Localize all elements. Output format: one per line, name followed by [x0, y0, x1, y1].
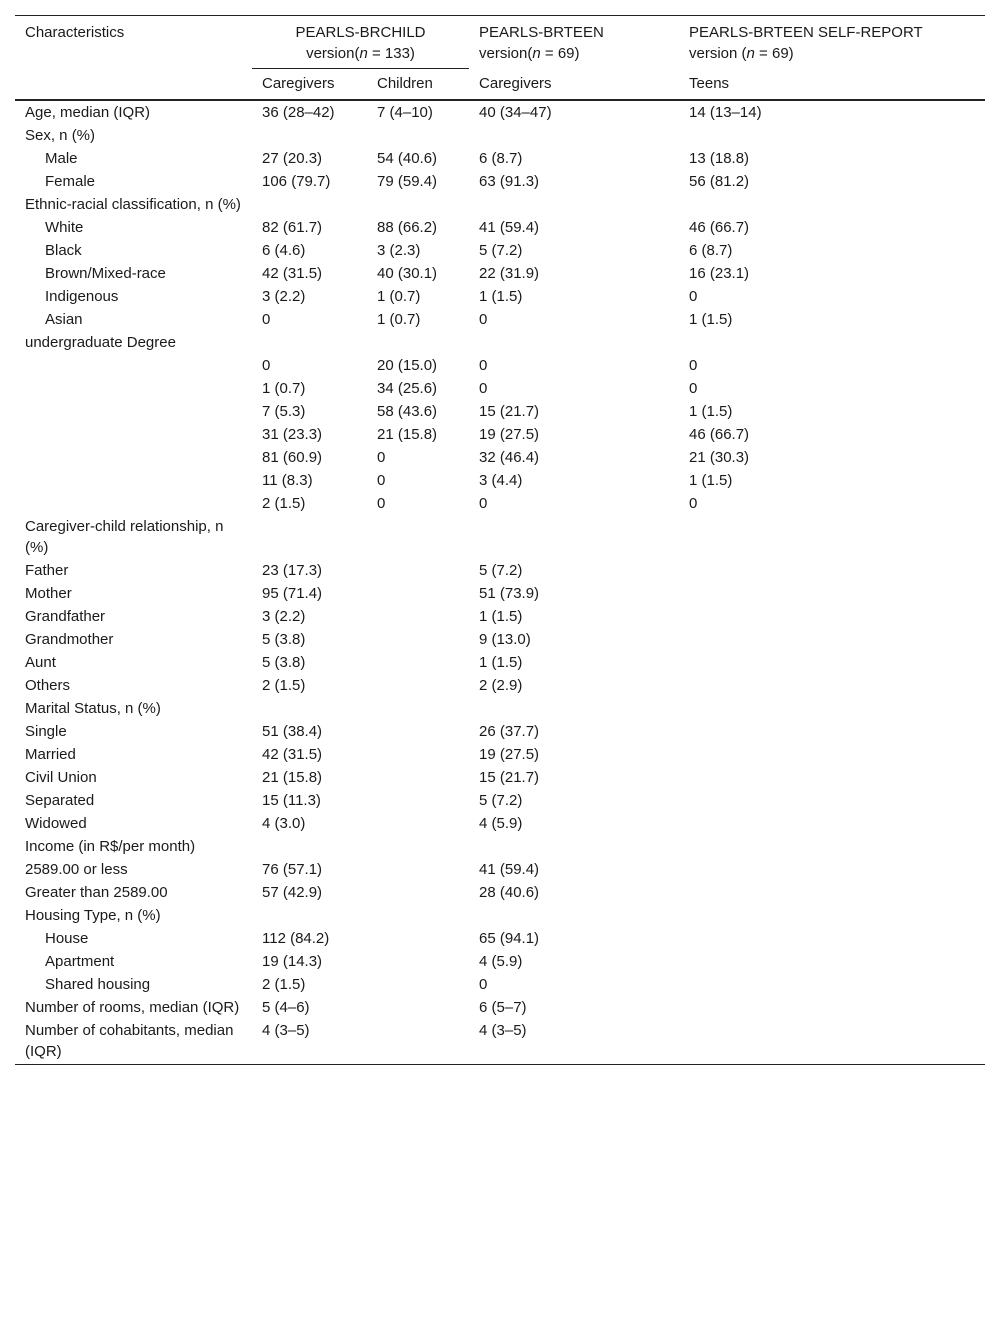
header-sub-caregivers-teen: Caregivers	[469, 69, 679, 101]
row-cell	[367, 559, 469, 582]
row-cell	[367, 789, 469, 812]
header-sub-teens: Teens	[679, 69, 985, 101]
row-cell	[252, 193, 367, 216]
row-cell	[252, 331, 367, 354]
row-cell: 19 (27.5)	[479, 426, 540, 443]
row-cell: 46 (66.7)	[689, 219, 750, 236]
row-cell: 0	[377, 495, 386, 512]
row-cell	[367, 720, 469, 743]
row-cell	[367, 515, 469, 559]
row-cell	[679, 582, 985, 605]
row-cell	[679, 766, 985, 789]
row-cell: 42 (31.5)	[262, 746, 323, 763]
row-cell: 95 (71.4)	[262, 585, 323, 602]
table-row	[15, 835, 985, 858]
row-cell	[367, 331, 469, 354]
table-row	[15, 285, 985, 308]
row-cell: 5 (4–6)	[262, 999, 310, 1016]
row-cell	[679, 331, 985, 354]
table-row	[15, 515, 985, 559]
table-row	[15, 377, 985, 400]
row-cell: 82 (61.7)	[262, 219, 323, 236]
row-label: Sex, n (%)	[25, 127, 96, 144]
row-cell: 41 (59.4)	[479, 219, 540, 236]
table-row	[15, 582, 985, 605]
row-cell	[679, 950, 985, 973]
row-label: Male	[45, 150, 78, 167]
row-label	[15, 377, 252, 400]
row-cell: 88 (66.2)	[377, 219, 438, 236]
row-cell	[367, 812, 469, 835]
row-cell: 19 (14.3)	[262, 953, 323, 970]
row-cell: 28 (40.6)	[479, 884, 540, 901]
row-cell: 4 (5.9)	[479, 815, 523, 832]
row-cell: 57 (42.9)	[262, 884, 323, 901]
row-cell: 65 (94.1)	[479, 930, 540, 947]
row-cell: 15 (21.7)	[479, 769, 540, 786]
row-label: Number of rooms, median (IQR)	[25, 999, 240, 1016]
table-header	[15, 16, 985, 101]
row-cell: 23 (17.3)	[262, 562, 323, 579]
row-cell	[367, 927, 469, 950]
row-cell: 4 (3–5)	[252, 1019, 367, 1065]
row-label: Caregiver-child relationship, n (%)	[25, 518, 224, 556]
row-cell: 54 (40.6)	[377, 150, 438, 167]
header-sub-empty	[15, 69, 252, 101]
row-cell: 6 (8.7)	[479, 150, 523, 167]
row-label: Ethnic-racial classification, n (%)	[25, 196, 241, 213]
row-label	[15, 469, 252, 492]
row-cell	[679, 835, 985, 858]
table-row	[15, 446, 985, 469]
table-row	[15, 423, 985, 446]
row-cell: 21 (15.8)	[262, 769, 323, 786]
table-row	[15, 170, 985, 193]
characteristics-table	[15, 15, 985, 1065]
row-cell: 26 (37.7)	[479, 723, 540, 740]
row-cell: 1 (1.5)	[479, 288, 523, 305]
row-cell: 51 (38.4)	[262, 723, 323, 740]
row-cell	[367, 605, 469, 628]
row-cell: 1 (0.7)	[262, 380, 306, 397]
row-cell: 106 (79.7)	[262, 173, 331, 190]
row-label: Grandfather	[25, 608, 106, 625]
row-label: Income (in R$/per month)	[25, 838, 196, 855]
row-cell: 1 (1.5)	[479, 654, 523, 671]
row-cell: 5 (7.2)	[479, 792, 523, 809]
row-cell: 2 (1.5)	[262, 677, 306, 694]
characteristics-table-container	[15, 15, 985, 1065]
row-cell: 1 (1.5)	[479, 608, 523, 625]
row-cell: 0	[479, 495, 488, 512]
row-cell	[679, 515, 985, 559]
row-cell	[469, 515, 679, 559]
row-cell: 15 (11.3)	[262, 792, 321, 809]
header-group-brchild: PEARLS-BRCHILD version(n = 133)	[252, 16, 469, 69]
row-cell: 0	[377, 449, 386, 466]
row-cell	[367, 651, 469, 674]
table-row	[15, 354, 985, 377]
row-cell	[679, 996, 985, 1019]
row-cell: 40 (30.1)	[377, 265, 438, 282]
row-label: 2589.00 or less	[25, 861, 128, 878]
table-row	[15, 881, 985, 904]
row-cell: 4 (3.0)	[262, 815, 306, 832]
row-cell: 1 (1.5)	[689, 311, 733, 328]
header-group-brteen-self-report: PEARLS-BRTEEN SELF-REPORT version (n = 69)	[679, 16, 985, 69]
row-label: Father	[25, 562, 69, 579]
row-cell: 6 (4.6)	[262, 242, 306, 259]
row-cell	[367, 1019, 469, 1065]
row-cell: 6 (5–7)	[479, 999, 527, 1016]
row-cell: 51 (73.9)	[479, 585, 540, 602]
row-cell	[679, 605, 985, 628]
row-cell: 15 (21.7)	[479, 403, 540, 420]
row-cell: 0	[479, 976, 488, 993]
row-cell	[469, 904, 679, 927]
row-cell: 46 (66.7)	[689, 426, 750, 443]
row-cell: 36 (28–42)	[262, 104, 335, 121]
table-row	[15, 674, 985, 697]
row-cell	[679, 559, 985, 582]
row-cell: 63 (91.3)	[479, 173, 540, 190]
row-label: Black	[45, 242, 82, 259]
row-cell: 3 (2.3)	[377, 242, 421, 259]
row-cell	[367, 950, 469, 973]
table-row	[15, 605, 985, 628]
row-cell	[367, 996, 469, 1019]
row-label: Apartment	[45, 953, 115, 970]
row-cell	[469, 835, 679, 858]
row-label: Marital Status, n (%)	[25, 700, 161, 717]
table-row	[15, 766, 985, 789]
table-row	[15, 469, 985, 492]
row-cell: 0	[479, 380, 488, 397]
row-label	[15, 354, 252, 377]
row-cell: 112 (84.2)	[262, 930, 330, 947]
row-cell: 32 (46.4)	[479, 449, 540, 466]
row-cell	[679, 1019, 985, 1065]
row-cell	[367, 674, 469, 697]
table-row	[15, 927, 985, 950]
row-cell	[679, 927, 985, 950]
table-row	[15, 950, 985, 973]
row-cell	[367, 881, 469, 904]
row-cell: 19 (27.5)	[479, 746, 540, 763]
row-cell: 0	[689, 288, 698, 305]
row-cell	[679, 720, 985, 743]
row-label: Single	[25, 723, 67, 740]
table-row	[15, 973, 985, 996]
row-cell	[367, 766, 469, 789]
table-row	[15, 100, 985, 124]
table-row	[15, 720, 985, 743]
row-label: Indigenous	[45, 288, 119, 305]
table-row	[15, 789, 985, 812]
row-cell: 2 (2.9)	[479, 677, 523, 694]
row-cell	[367, 973, 469, 996]
table-row	[15, 743, 985, 766]
row-cell	[469, 697, 679, 720]
row-cell	[679, 858, 985, 881]
row-cell: 31 (23.3)	[262, 426, 323, 443]
row-cell: 14 (13–14)	[689, 104, 762, 121]
row-cell: 40 (34–47)	[479, 104, 552, 121]
row-cell	[679, 904, 985, 927]
row-cell	[679, 743, 985, 766]
row-cell: 79 (59.4)	[377, 173, 438, 190]
row-cell: 7 (4–10)	[377, 104, 433, 121]
row-cell: 1 (0.7)	[377, 288, 421, 305]
row-cell	[367, 582, 469, 605]
row-cell: 5 (3.8)	[262, 654, 306, 671]
row-cell: 16 (23.1)	[689, 265, 750, 282]
header-sub-caregivers: Caregivers	[252, 69, 367, 101]
row-label: Aunt	[25, 654, 56, 671]
row-cell: 13 (18.8)	[689, 150, 750, 167]
row-cell: 5 (7.2)	[479, 562, 523, 579]
table-row	[15, 996, 985, 1019]
table-row	[15, 858, 985, 881]
table-body	[15, 100, 985, 1065]
row-cell	[367, 628, 469, 651]
table-row	[15, 331, 985, 354]
row-cell	[679, 124, 985, 147]
row-cell: 1 (1.5)	[689, 472, 733, 489]
row-cell: 22 (31.9)	[479, 265, 540, 282]
row-cell: 6 (8.7)	[689, 242, 733, 259]
row-label: Mother	[25, 585, 72, 602]
row-cell: 0	[262, 311, 271, 328]
row-cell: 1 (1.5)	[689, 403, 733, 420]
row-label: Others	[25, 677, 71, 694]
row-label	[15, 492, 252, 515]
row-cell	[679, 881, 985, 904]
table-row	[15, 239, 985, 262]
row-cell	[679, 812, 985, 835]
row-label	[15, 423, 252, 446]
row-cell: 1 (0.7)	[377, 311, 421, 328]
row-cell	[679, 628, 985, 651]
table-row	[15, 559, 985, 582]
table-row	[15, 697, 985, 720]
row-cell: 76 (57.1)	[262, 861, 323, 878]
table-row	[15, 124, 985, 147]
row-cell: 3 (2.2)	[262, 288, 306, 305]
row-cell: 5 (7.2)	[479, 242, 523, 259]
table-row	[15, 147, 985, 170]
row-cell	[367, 193, 469, 216]
row-cell	[679, 789, 985, 812]
row-cell	[367, 858, 469, 881]
row-cell: 7 (5.3)	[262, 403, 306, 420]
row-label	[15, 400, 252, 423]
row-label: Greater than 2589.00	[25, 884, 168, 901]
row-cell: 4 (5.9)	[479, 953, 523, 970]
row-cell	[679, 697, 985, 720]
row-cell: 0	[377, 472, 386, 489]
row-label: Female	[45, 173, 96, 190]
row-cell: 5 (3.8)	[262, 631, 306, 648]
row-cell	[252, 124, 367, 147]
row-cell: 3 (4.4)	[479, 472, 523, 489]
row-label	[15, 446, 252, 469]
row-cell	[367, 835, 469, 858]
row-cell	[252, 835, 367, 858]
row-cell	[367, 124, 469, 147]
row-label: Number of cohabitants, median (IQR)	[15, 1019, 252, 1065]
row-cell: 20 (15.0)	[377, 357, 438, 374]
row-label: undergraduate Degree	[25, 334, 176, 351]
row-cell	[252, 515, 367, 559]
row-cell	[679, 674, 985, 697]
row-label: Shared housing	[45, 976, 151, 993]
row-cell: 41 (59.4)	[479, 861, 540, 878]
row-cell: 0	[689, 380, 698, 397]
row-cell	[679, 651, 985, 674]
row-cell: 0	[262, 357, 271, 374]
table-row	[15, 904, 985, 927]
header-sub-children: Children	[367, 69, 469, 101]
row-label: Separated	[25, 792, 95, 809]
row-cell	[367, 904, 469, 927]
row-cell	[367, 743, 469, 766]
table-row	[15, 308, 985, 331]
row-label: Civil Union	[25, 769, 97, 786]
row-cell: 4 (3–5)	[469, 1019, 679, 1065]
row-label: White	[45, 219, 84, 236]
row-cell: 9 (13.0)	[479, 631, 531, 648]
row-cell: 56 (81.2)	[689, 173, 750, 190]
table-row	[15, 812, 985, 835]
row-label: Married	[25, 746, 76, 763]
row-label: Asian	[45, 311, 83, 328]
row-cell: 42 (31.5)	[262, 265, 323, 282]
row-cell: 11 (8.3)	[262, 472, 313, 489]
header-group-brteen: PEARLS-BRTEEN version(n = 69)	[469, 16, 679, 69]
row-cell: 2 (1.5)	[262, 495, 306, 512]
row-cell: 0	[479, 311, 488, 328]
row-cell	[469, 124, 679, 147]
row-cell: 58 (43.6)	[377, 403, 438, 420]
row-cell: 81 (60.9)	[262, 449, 323, 466]
row-cell: 21 (30.3)	[689, 449, 750, 466]
table-row	[15, 193, 985, 216]
row-cell	[367, 697, 469, 720]
table-row	[15, 262, 985, 285]
row-label: Brown/Mixed-race	[45, 265, 166, 282]
row-label: Housing Type, n (%)	[25, 907, 161, 924]
row-cell: 2 (1.5)	[262, 976, 306, 993]
row-label: Age, median (IQR)	[25, 104, 151, 121]
row-cell	[469, 193, 679, 216]
row-cell	[679, 193, 985, 216]
row-cell: 27 (20.3)	[262, 150, 323, 167]
row-cell: 3 (2.2)	[262, 608, 306, 625]
table-row	[15, 651, 985, 674]
header-characteristics: Characteristics	[15, 16, 252, 69]
row-cell	[252, 904, 367, 927]
row-label: House	[45, 930, 89, 947]
table-row	[15, 1019, 985, 1065]
row-cell: 34 (25.6)	[377, 380, 438, 397]
table-row	[15, 216, 985, 239]
row-cell	[679, 973, 985, 996]
table-row	[15, 492, 985, 515]
row-cell: 21 (15.8)	[377, 426, 438, 443]
table-row	[15, 400, 985, 423]
row-label: Widowed	[25, 815, 87, 832]
row-cell: 0	[479, 357, 488, 374]
row-cell	[252, 697, 367, 720]
row-cell: 0	[689, 495, 698, 512]
row-cell	[469, 331, 679, 354]
row-cell: 0	[689, 357, 698, 374]
table-row	[15, 628, 985, 651]
row-label: Grandmother	[25, 631, 114, 648]
